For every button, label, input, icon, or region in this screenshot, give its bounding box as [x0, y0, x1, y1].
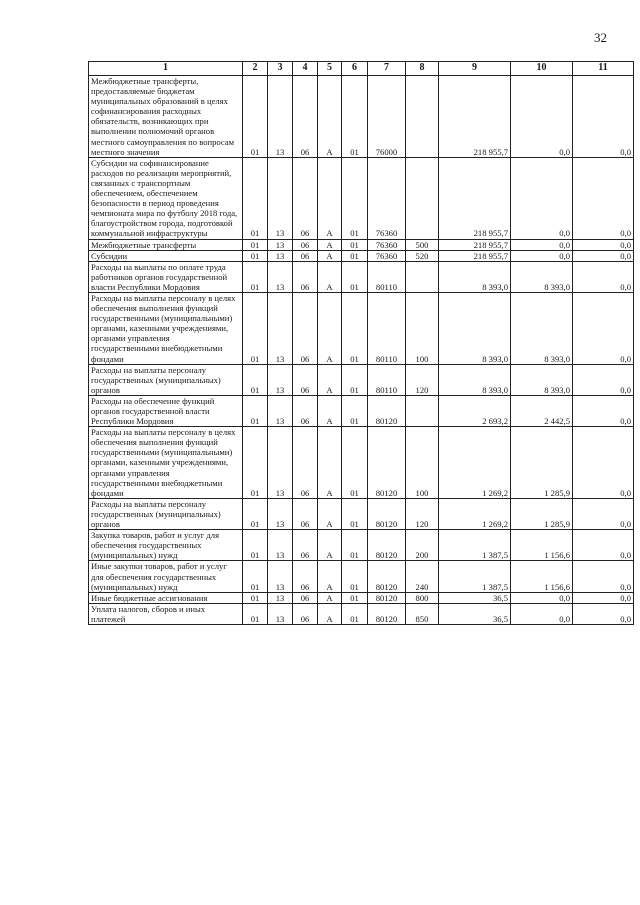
cell-code-6: 80110 — [368, 364, 406, 395]
cell-amount-11: 0,0 — [573, 250, 634, 261]
header-cell: 2 — [243, 62, 268, 76]
cell-subsection: 13 — [268, 395, 293, 426]
cell-subsection: 13 — [268, 498, 293, 529]
cell-code-3: 06 — [293, 498, 318, 529]
cell-amount-9: 2 693,2 — [439, 395, 511, 426]
cell-amount-9: 1 269,2 — [439, 427, 511, 499]
row-name: Расходы на выплаты персоналу государственных (муниципальных) органов — [89, 364, 243, 395]
row-name: Уплата налогов, сборов и иных платежей — [89, 603, 243, 624]
cell-amount-10: 0,0 — [511, 603, 573, 624]
row-name: Расходы на выплаты персоналу в целях обеспечения выполнения функций государственными (муниципальными) органами, казенными учреждениями, органами управления государственными внебюджетными фондами — [89, 427, 243, 499]
cell-expense-type — [406, 395, 439, 426]
cell-code-5: 01 — [342, 427, 368, 499]
cell-code-6: 80120 — [368, 530, 406, 561]
cell-amount-10: 1 156,6 — [511, 561, 573, 592]
cell-code-3: 06 — [293, 76, 318, 158]
row-name: Межбюджетные трансферты, предоставляемые бюджетам муниципальных образований в целях софинансирования расходных обязательств, возникающих при выполнении полномочий органов местного самоуправления по вопросам местного значения — [89, 76, 243, 158]
cell-amount-9: 1 269,2 — [439, 498, 511, 529]
cell-code-4: А — [318, 239, 342, 250]
cell-section: 01 — [243, 427, 268, 499]
cell-code-4: А — [318, 603, 342, 624]
cell-amount-9: 36,5 — [439, 603, 511, 624]
row-name: Иные закупки товаров, работ и услуг для обеспечения государственных (муниципальных) нужд — [89, 561, 243, 592]
cell-expense-type: 800 — [406, 592, 439, 603]
cell-code-5: 01 — [342, 157, 368, 239]
cell-subsection: 13 — [268, 427, 293, 499]
header-cell: 6 — [342, 62, 368, 76]
cell-expense-type — [406, 76, 439, 158]
cell-amount-9: 36,5 — [439, 592, 511, 603]
cell-amount-10: 8 393,0 — [511, 364, 573, 395]
cell-amount-11: 0,0 — [573, 239, 634, 250]
cell-code-6: 80120 — [368, 395, 406, 426]
cell-code-4: А — [318, 561, 342, 592]
cell-expense-type: 100 — [406, 427, 439, 499]
cell-amount-10: 0,0 — [511, 157, 573, 239]
cell-code-6: 80120 — [368, 561, 406, 592]
header-cell: 7 — [368, 62, 406, 76]
page-number: 32 — [594, 30, 607, 45]
table-row — [89, 395, 634, 426]
budget-table — [88, 61, 634, 625]
cell-section: 01 — [243, 239, 268, 250]
cell-amount-10: 2 442,5 — [511, 395, 573, 426]
cell-subsection: 13 — [268, 530, 293, 561]
row-name: Субсидии — [89, 250, 243, 261]
cell-code-3: 06 — [293, 364, 318, 395]
cell-code-6: 80110 — [368, 292, 406, 364]
cell-amount-10: 0,0 — [511, 592, 573, 603]
cell-amount-11: 0,0 — [573, 261, 634, 292]
cell-subsection: 13 — [268, 239, 293, 250]
row-name: Расходы на выплаты персоналу государственных (муниципальных) органов — [89, 498, 243, 529]
row-name: Расходы на обеспечение функций органов государственной власти Республики Мордовия — [89, 395, 243, 426]
cell-code-5: 01 — [342, 395, 368, 426]
cell-expense-type: 120 — [406, 498, 439, 529]
cell-expense-type: 200 — [406, 530, 439, 561]
cell-code-5: 01 — [342, 292, 368, 364]
cell-code-3: 06 — [293, 239, 318, 250]
cell-section: 01 — [243, 498, 268, 529]
cell-code-6: 76000 — [368, 76, 406, 158]
cell-amount-9: 8 393,0 — [439, 292, 511, 364]
cell-section: 01 — [243, 592, 268, 603]
cell-amount-9: 1 387,5 — [439, 561, 511, 592]
cell-subsection: 13 — [268, 364, 293, 395]
cell-section: 01 — [243, 157, 268, 239]
cell-subsection: 13 — [268, 292, 293, 364]
cell-amount-9: 218 955,7 — [439, 157, 511, 239]
cell-code-6: 76360 — [368, 157, 406, 239]
cell-amount-9: 1 387,5 — [439, 530, 511, 561]
cell-amount-11: 0,0 — [573, 395, 634, 426]
cell-subsection: 13 — [268, 592, 293, 603]
header-row — [89, 62, 634, 76]
cell-amount-11: 0,0 — [573, 498, 634, 529]
cell-amount-11: 0,0 — [573, 530, 634, 561]
cell-expense-type: 120 — [406, 364, 439, 395]
cell-subsection: 13 — [268, 157, 293, 239]
table-row — [89, 292, 634, 364]
table-row — [89, 157, 634, 239]
cell-section: 01 — [243, 76, 268, 158]
cell-expense-type — [406, 261, 439, 292]
cell-section: 01 — [243, 530, 268, 561]
cell-code-3: 06 — [293, 157, 318, 239]
row-name: Расходы на выплаты по оплате труда работников органов государственной власти Республики Мордовия — [89, 261, 243, 292]
cell-amount-10: 1 285,9 — [511, 498, 573, 529]
cell-amount-10: 0,0 — [511, 239, 573, 250]
table-row — [89, 427, 634, 499]
table-row — [89, 364, 634, 395]
cell-code-6: 80120 — [368, 498, 406, 529]
table-row — [89, 261, 634, 292]
cell-section: 01 — [243, 364, 268, 395]
cell-code-5: 01 — [342, 76, 368, 158]
row-name: Закупка товаров, работ и услуг для обеспечения государственных (муниципальных) нужд — [89, 530, 243, 561]
cell-code-5: 01 — [342, 530, 368, 561]
cell-code-4: А — [318, 530, 342, 561]
table-row — [89, 76, 634, 158]
cell-code-5: 01 — [342, 498, 368, 529]
cell-code-6: 80110 — [368, 261, 406, 292]
cell-subsection: 13 — [268, 76, 293, 158]
cell-subsection: 13 — [268, 561, 293, 592]
row-name: Расходы на выплаты персоналу в целях обеспечения выполнения функций государственными (муниципальными) органами, казенными учреждениями, органами управления государственными внебюджетными фондами — [89, 292, 243, 364]
header-cell: 5 — [318, 62, 342, 76]
cell-code-4: А — [318, 364, 342, 395]
cell-expense-type — [406, 157, 439, 239]
cell-code-4: А — [318, 427, 342, 499]
row-name: Субсидии на софинансирование расходов по реализации мероприятий, связанных с транспортным обеспечением, обеспечением безопасности в период проведения чемпионата мира по футболу 2018 года, благоустройством города, подготовкой коммунальной инфраструктуры — [89, 157, 243, 239]
header-cell: 4 — [293, 62, 318, 76]
cell-expense-type: 850 — [406, 603, 439, 624]
header-cell: 1 — [89, 62, 243, 76]
cell-code-5: 01 — [342, 592, 368, 603]
cell-code-4: А — [318, 592, 342, 603]
cell-code-5: 01 — [342, 561, 368, 592]
header-cell: 8 — [406, 62, 439, 76]
table-row — [89, 239, 634, 250]
cell-code-4: А — [318, 498, 342, 529]
cell-amount-11: 0,0 — [573, 592, 634, 603]
cell-section: 01 — [243, 250, 268, 261]
cell-amount-11: 0,0 — [573, 427, 634, 499]
header-cell: 9 — [439, 62, 511, 76]
cell-code-3: 06 — [293, 530, 318, 561]
table-row — [89, 592, 634, 603]
cell-code-3: 06 — [293, 395, 318, 426]
cell-code-6: 80120 — [368, 427, 406, 499]
row-name: Межбюджетные трансферты — [89, 239, 243, 250]
cell-amount-11: 0,0 — [573, 364, 634, 395]
cell-code-3: 06 — [293, 427, 318, 499]
cell-amount-10: 0,0 — [511, 250, 573, 261]
cell-code-3: 06 — [293, 292, 318, 364]
cell-code-4: А — [318, 250, 342, 261]
cell-code-3: 06 — [293, 250, 318, 261]
cell-subsection: 13 — [268, 261, 293, 292]
header-cell: 11 — [573, 62, 634, 76]
cell-amount-10: 0,0 — [511, 76, 573, 158]
cell-amount-11: 0,0 — [573, 157, 634, 239]
cell-amount-9: 218 955,7 — [439, 239, 511, 250]
cell-amount-10: 1 156,6 — [511, 530, 573, 561]
cell-section: 01 — [243, 292, 268, 364]
cell-amount-9: 218 955,7 — [439, 250, 511, 261]
cell-section: 01 — [243, 561, 268, 592]
cell-code-5: 01 — [342, 261, 368, 292]
table-row — [89, 561, 634, 592]
cell-subsection: 13 — [268, 250, 293, 261]
cell-code-4: А — [318, 157, 342, 239]
table-row — [89, 530, 634, 561]
cell-expense-type: 240 — [406, 561, 439, 592]
cell-subsection: 13 — [268, 603, 293, 624]
cell-code-3: 06 — [293, 561, 318, 592]
cell-amount-10: 8 393,0 — [511, 292, 573, 364]
cell-code-6: 80120 — [368, 592, 406, 603]
row-name: Иные бюджетные ассигнования — [89, 592, 243, 603]
cell-section: 01 — [243, 603, 268, 624]
header-cell: 10 — [511, 62, 573, 76]
cell-amount-11: 0,0 — [573, 561, 634, 592]
cell-code-6: 76360 — [368, 239, 406, 250]
cell-amount-10: 1 285,9 — [511, 427, 573, 499]
cell-code-4: А — [318, 292, 342, 364]
cell-code-3: 06 — [293, 261, 318, 292]
cell-code-4: А — [318, 395, 342, 426]
cell-code-4: А — [318, 261, 342, 292]
table-row — [89, 250, 634, 261]
cell-section: 01 — [243, 395, 268, 426]
table-row — [89, 498, 634, 529]
table-row — [89, 603, 634, 624]
cell-code-5: 01 — [342, 239, 368, 250]
cell-amount-9: 8 393,0 — [439, 261, 511, 292]
cell-amount-9: 218 955,7 — [439, 76, 511, 158]
cell-amount-11: 0,0 — [573, 603, 634, 624]
cell-amount-11: 0,0 — [573, 292, 634, 364]
cell-section: 01 — [243, 261, 268, 292]
cell-expense-type: 520 — [406, 250, 439, 261]
cell-amount-11: 0,0 — [573, 76, 634, 158]
cell-amount-9: 8 393,0 — [439, 364, 511, 395]
cell-code-5: 01 — [342, 364, 368, 395]
header-cell: 3 — [268, 62, 293, 76]
cell-code-4: А — [318, 76, 342, 158]
cell-expense-type: 500 — [406, 239, 439, 250]
cell-code-5: 01 — [342, 250, 368, 261]
cell-amount-10: 8 393,0 — [511, 261, 573, 292]
cell-code-3: 06 — [293, 603, 318, 624]
cell-code-5: 01 — [342, 603, 368, 624]
cell-code-6: 76360 — [368, 250, 406, 261]
cell-code-3: 06 — [293, 592, 318, 603]
cell-code-6: 80120 — [368, 603, 406, 624]
cell-expense-type: 100 — [406, 292, 439, 364]
